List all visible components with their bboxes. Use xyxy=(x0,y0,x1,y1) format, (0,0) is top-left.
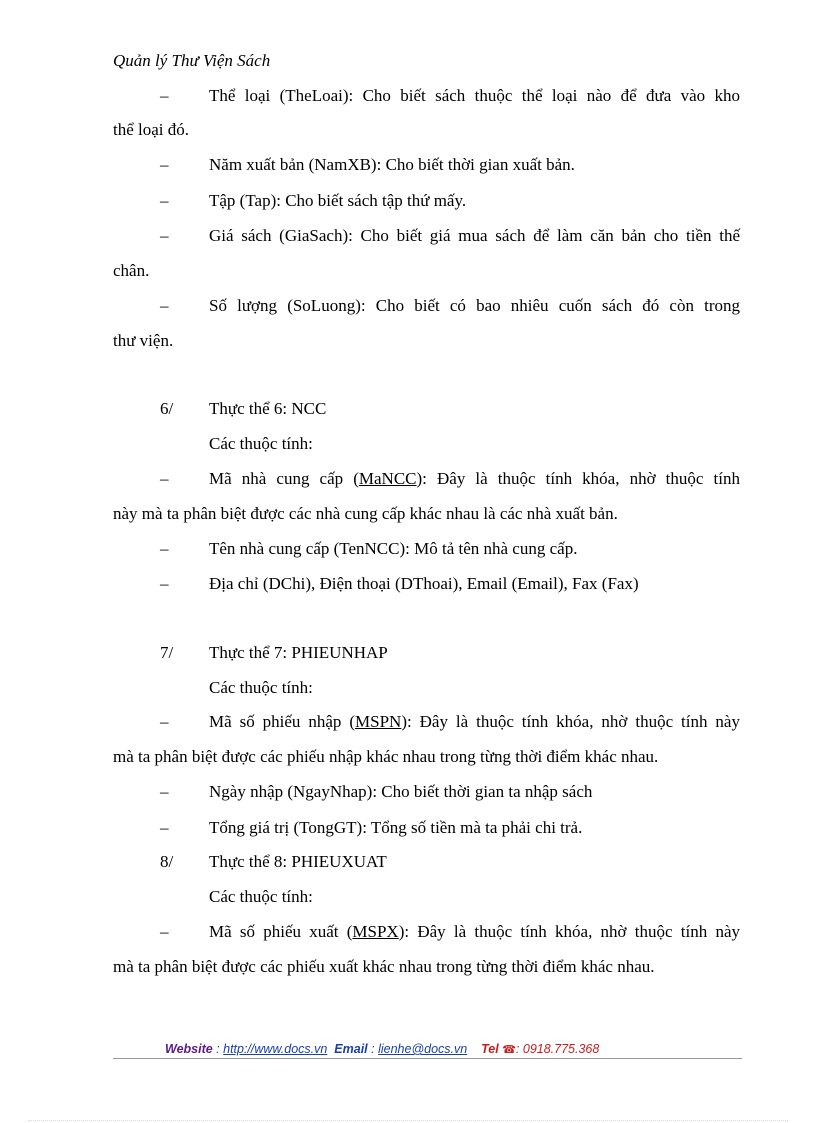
text-line: Tổng giá trị (TongGT): Tổng số tiền mà ta phải chi trả. xyxy=(209,818,583,837)
bullet-dash: – xyxy=(160,782,169,801)
bullet-dash: – xyxy=(160,574,169,593)
paragraph-namxb xyxy=(160,153,740,177)
text-line: mà ta phân biệt được các phiếu nhập khác nhau trong từng thời điểm khác nhau. xyxy=(113,747,659,766)
website-label: Website xyxy=(165,1042,213,1056)
section-title: Thực thể 7: PHIEUNHAP xyxy=(209,643,388,662)
text-line: mà ta phân biệt được các phiếu xuất khác nhau trong từng thời điểm khác nhau. xyxy=(113,957,655,976)
text-line: Năm xuất bản (NamXB): Cho biết thời gian xuất bản. xyxy=(209,155,575,174)
section-title: Thực thể 6: NCC xyxy=(209,399,327,418)
text-line: Tập (Tap): Cho biết sách tập thứ mấy. xyxy=(209,191,467,210)
paragraph-tenncc xyxy=(160,537,740,561)
text-line: thể loại đó. xyxy=(113,120,190,139)
text-line: thư viện. xyxy=(113,331,174,350)
paragraph-tonggt xyxy=(160,816,740,840)
props-label: Các thuộc tính: xyxy=(209,887,313,906)
paragraph-mspx xyxy=(160,920,740,944)
text-line: Địa chỉ (DChi), Điện thoại (DThoai), Email (Email), Fax (Fax) xyxy=(209,574,639,593)
text-line: Tên nhà cung cấp (TenNCC): Mô tả tên nhà cung cấp. xyxy=(209,539,578,558)
text-segment: ): Đây là thuộc tính khóa, nhờ thuộc tính này xyxy=(401,712,740,731)
page-edge-divider xyxy=(28,1120,788,1121)
footer-separator: : xyxy=(212,1042,224,1056)
phone-icon: ☎ xyxy=(502,1044,516,1056)
section-heading-6 xyxy=(160,397,740,421)
bullet-dash: – xyxy=(160,818,169,837)
bullet-dash: – xyxy=(160,539,169,558)
section-heading-8 xyxy=(160,850,740,874)
section-number: 8/ xyxy=(160,852,174,871)
bullet-dash: – xyxy=(160,155,169,174)
website-link[interactable]: http://www.docs.vn xyxy=(223,1042,328,1056)
section-number: 6/ xyxy=(160,399,174,418)
text-segment: Mã số phiếu xuất ( xyxy=(209,922,353,941)
paragraph-soluong xyxy=(160,294,740,318)
key-field: MSPN xyxy=(355,712,402,731)
bullet-dash: – xyxy=(160,191,169,210)
key-field: MaNCC xyxy=(358,469,417,488)
bullet-dash: – xyxy=(160,296,169,315)
text-segment: Mã nhà cung cấp ( xyxy=(209,469,359,488)
text-line: chân. xyxy=(113,261,150,280)
bullet-dash: – xyxy=(160,469,169,488)
bullet-dash: – xyxy=(160,922,169,941)
text-segment: Mã số phiếu nhập ( xyxy=(209,712,355,731)
paragraph-mancc xyxy=(160,467,740,491)
section-number: 7/ xyxy=(160,643,174,662)
bullet-dash: – xyxy=(160,226,169,245)
footer-separator: : xyxy=(515,1042,523,1056)
paragraph-giasach xyxy=(160,224,740,248)
email-link[interactable]: lienhe@docs.vn xyxy=(378,1042,468,1056)
footer-separator: : xyxy=(367,1042,379,1056)
text-segment: ): Đây là thuộc tính khóa, nhờ thuộc tính này xyxy=(398,922,740,941)
email-label: Email xyxy=(334,1042,368,1056)
footer-divider xyxy=(113,1058,742,1059)
text-line: Thể loại (TheLoai): Cho biết sách thuộc thể loại nào để đưa vào kho xyxy=(209,86,740,105)
text-line: Ngày nhập (NgayNhap): Cho biết thời gian ta nhập sách xyxy=(209,782,593,801)
page-header-title: Quản lý Thư Viện Sách xyxy=(113,51,271,70)
paragraph-mspn xyxy=(160,710,740,734)
paragraph-diachi xyxy=(160,572,740,596)
paragraph-theloai xyxy=(160,84,740,108)
text-line: Giá sách (GiaSach): Cho biết giá mua sách để làm căn bản cho tiền thế xyxy=(209,226,740,245)
section-title: Thực thể 8: PHIEUXUAT xyxy=(209,852,387,871)
props-label: Các thuộc tính: xyxy=(209,678,313,697)
props-label: Các thuộc tính: xyxy=(209,434,313,453)
text-segment: ): Đây là thuộc tính khóa, nhờ thuộc tính xyxy=(416,469,740,488)
page-footer xyxy=(113,1040,742,1058)
text-line: Số lượng (SoLuong): Cho biết có bao nhiêu cuốn sách đó còn trong xyxy=(209,296,740,315)
section-heading-7 xyxy=(160,641,740,665)
bullet-dash: – xyxy=(160,712,169,731)
key-field: MSPX xyxy=(352,922,399,941)
tel-number: 0918.775.368 xyxy=(522,1042,600,1056)
bullet-dash: – xyxy=(160,86,169,105)
paragraph-ngaynhap xyxy=(160,780,740,804)
text-line: này mà ta phân biệt được các nhà cung cấp khác nhau là các nhà xuất bản. xyxy=(113,504,618,523)
tel-label: Tel xyxy=(481,1042,499,1056)
paragraph-tap xyxy=(160,189,740,213)
